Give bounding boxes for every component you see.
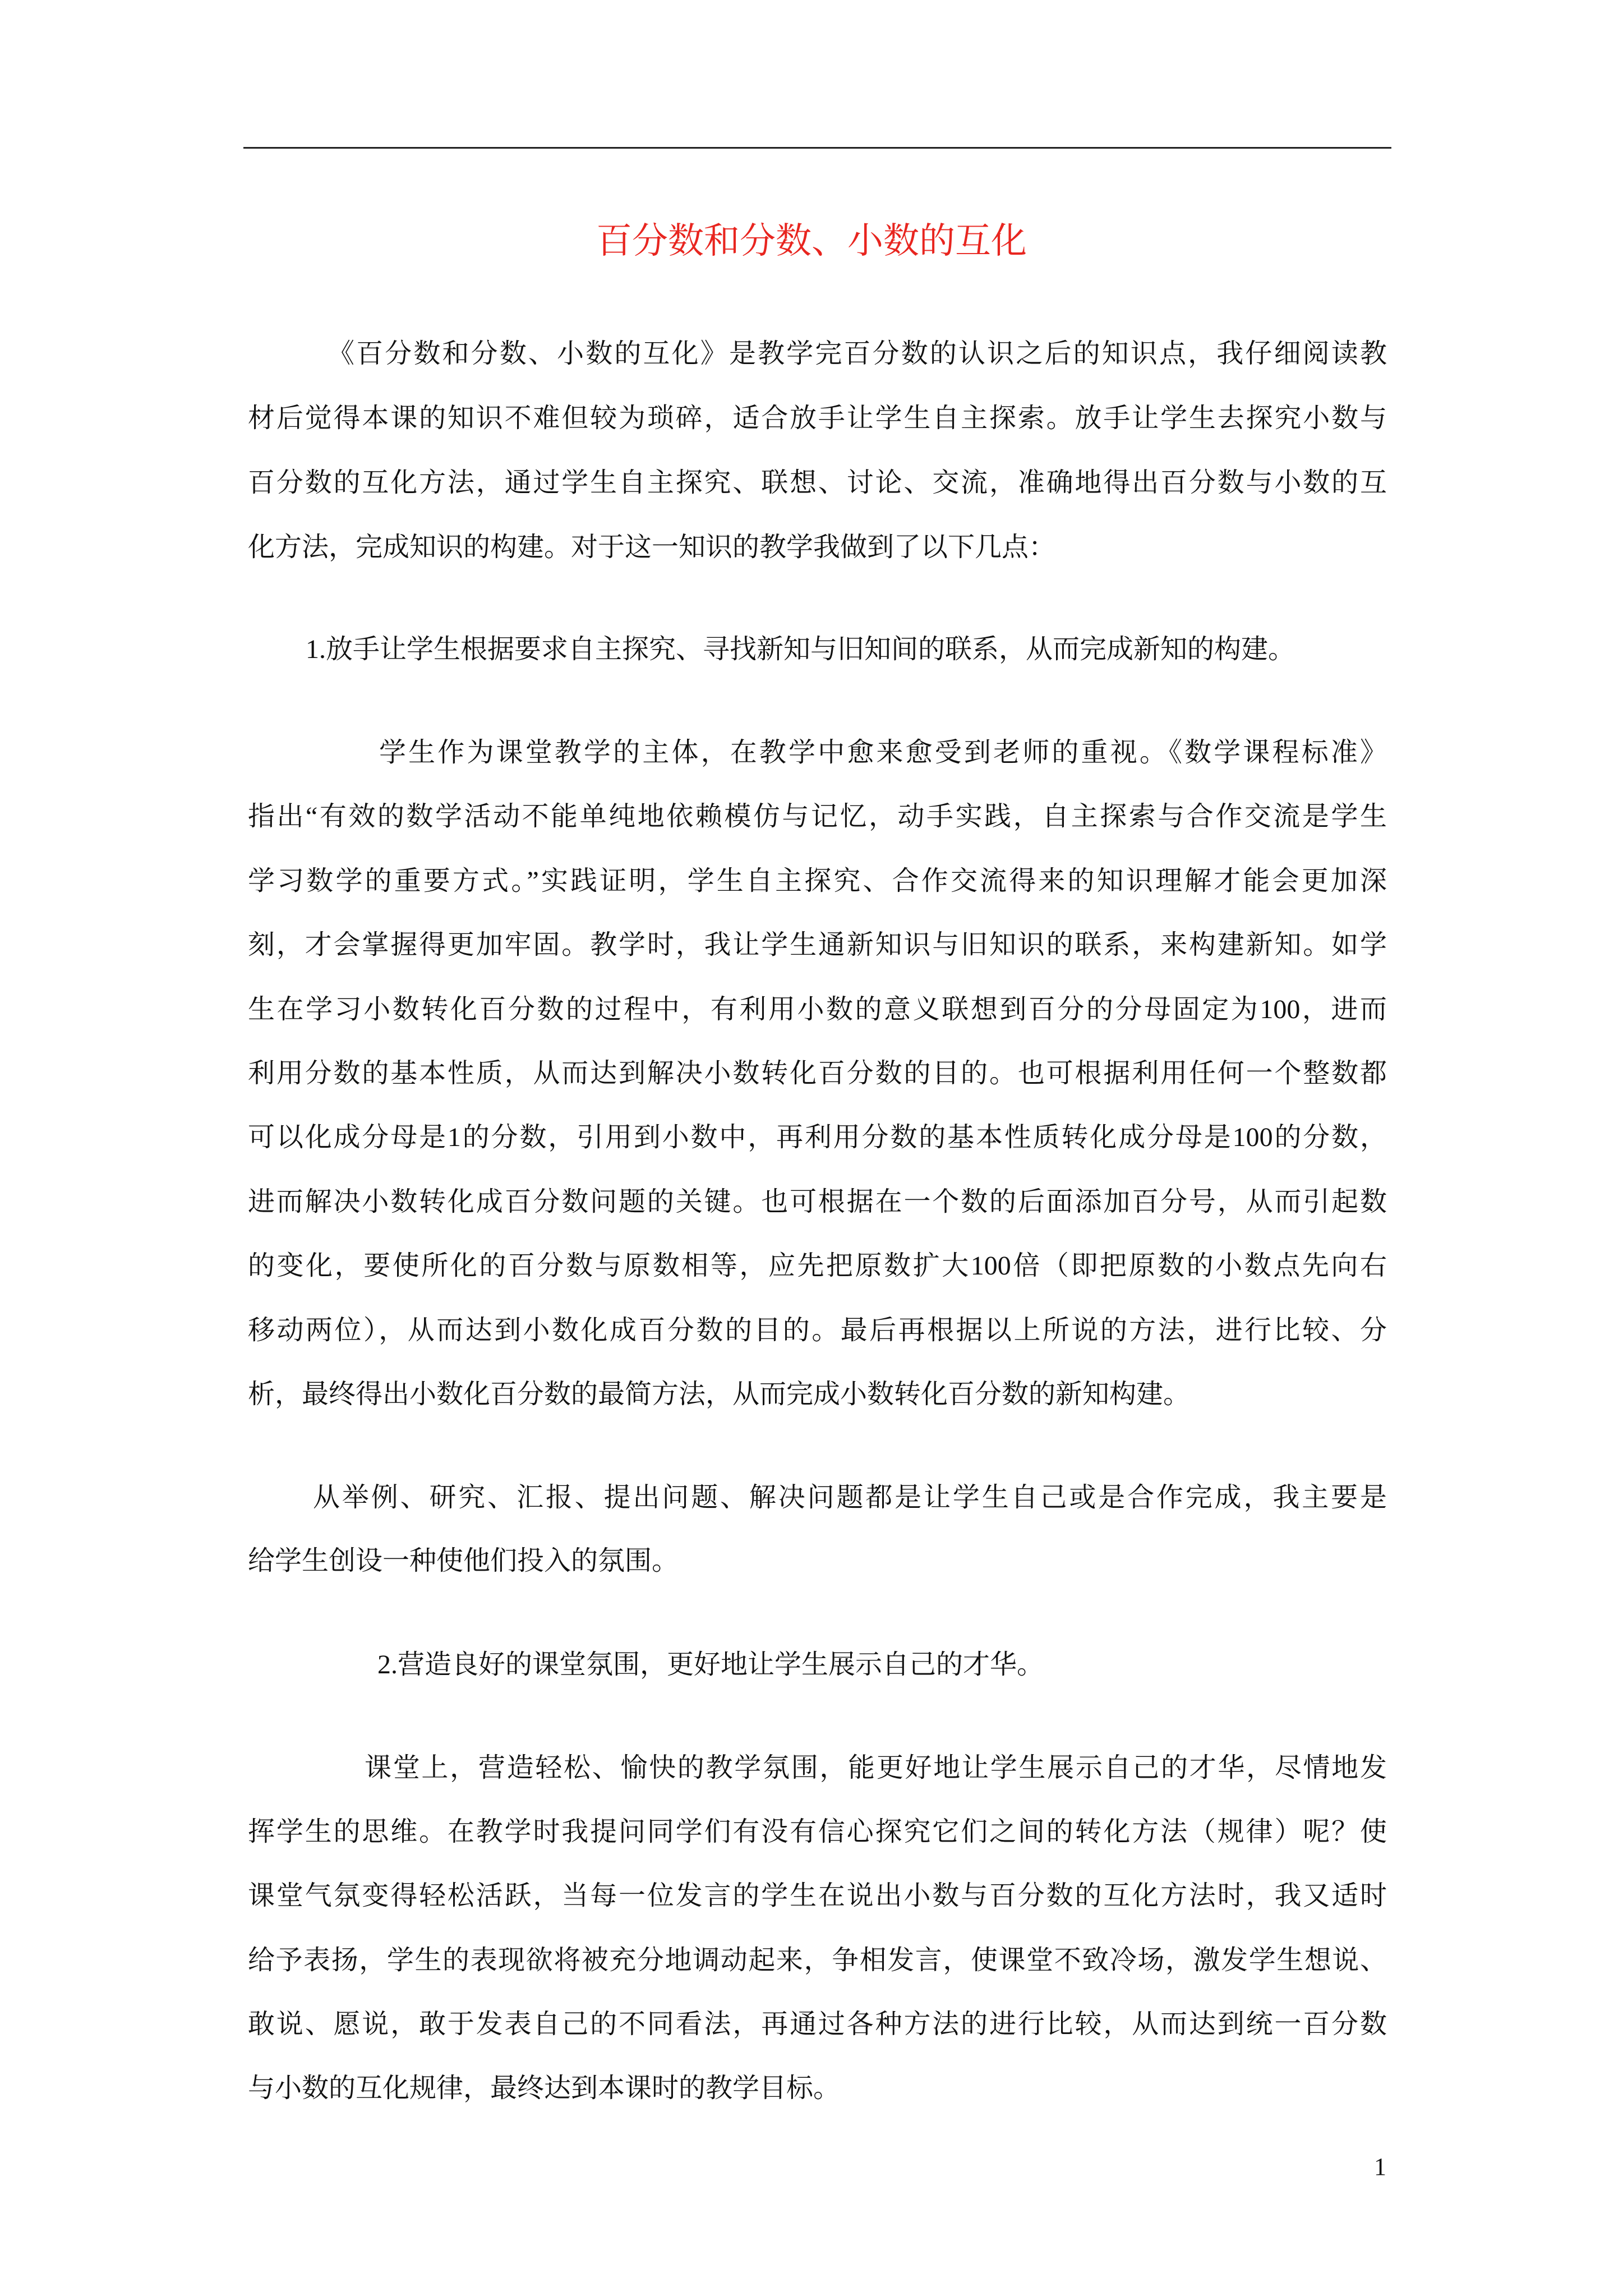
page-number: 1 — [1374, 2153, 1386, 2180]
paragraph-line: 学习数学的重要方式。”实践证明，学生自主探究、合作交流得来的知识理解才能会更加深 — [248, 866, 1387, 896]
paragraph-line: 学生作为课堂教学的主体，在教学中愈来愈受到老师的重视。《数学课程标准》 — [379, 738, 1387, 767]
section-heading-line: 2.营造良好的课堂氛围，更好地让学生展示自己的才华。 — [377, 1650, 1044, 1680]
paragraph-line: 的变化，要使所化的百分数与原数相等，应先把原数扩大100倍（即把原数的小数点先向右 — [248, 1251, 1387, 1281]
paragraph-line: 课堂气氛变得轻松活跃，当每一位发言的学生在说出小数与百分数的互化方法时，我又适时 — [248, 1881, 1387, 1911]
paragraph-line: 进而解决小数转化成百分数问题的关键。也可根据在一个数的后面添加百分号，从而引起数 — [248, 1186, 1387, 1217]
paragraph-line: 与小数的互化规律，最终达到本课时的教学目标。 — [248, 2073, 841, 2103]
paragraph-line: 《百分数和分数、小数的互化》是教学完百分数的认识之后的知识点，我仔细阅读教 — [328, 339, 1387, 369]
paragraph-line: 刻，才会掌握得更加牢固。教学时，我让学生通新知识与旧知识的联系，来构建新知。如学 — [248, 930, 1387, 960]
document-title: 百分数和分数、小数的互化 — [596, 221, 1027, 261]
paragraph-line: 化方法，完成知识的构建。对于这一知识的教学我做到了以下几点： — [248, 532, 1056, 562]
paragraph-line: 析，最终得出小数化百分数的最简方法，从而完成小数转化百分数的新知构建。 — [248, 1379, 1191, 1409]
paragraph-line: 挥学生的思维。在教学时我提问同学们有没有信心探究它们之间的转化方法（规律）呢？使 — [248, 1817, 1387, 1847]
paragraph-line: 移动两位），从而达到小数化成百分数的目的。最后再根据以上所说的方法，进行比较、分 — [248, 1315, 1387, 1345]
paragraph-line: 从举例、研究、汇报、提出问题、解决问题都是让学生自己或是合作完成，我主要是 — [313, 1483, 1387, 1512]
paragraph-line: 利用分数的基本性质，从而达到解决小数转化百分数的目的。也可根据利用任何一个整数都 — [248, 1059, 1387, 1088]
paragraph-line: 敢说、愿说，敢于发表自己的不同看法，再通过各种方法的进行比较，从而达到统一百分数 — [248, 2009, 1387, 2039]
paragraph-line: 给予表扬，学生的表现欲将被充分地调动起来，争相发言，使课堂不致冷场，激发学生想说、 — [248, 1945, 1387, 1975]
paragraph-line: 材后觉得本课的知识不难但较为琐碎，适合放手让学生自主探索。放手让学生去探究小数与 — [248, 403, 1387, 433]
paragraph-line: 可以化成分母是1的分数，引用到小数中，再利用分数的基本性质转化成分母是100的分数， — [248, 1122, 1387, 1153]
paragraph-line: 指出“有效的数学活动不能单纯地依赖模仿与记忆，动手实践，自主探索与合作交流是学生 — [248, 802, 1387, 832]
paragraph-line: 生在学习小数转化百分数的过程中，有利用小数的意义联想到百分的分母固定为100，进而 — [248, 994, 1387, 1024]
header-rule — [243, 147, 1391, 149]
paragraph-line: 给学生创设一种使他们投入的氛围。 — [248, 1546, 679, 1576]
paragraph-line: 百分数的互化方法，通过学生自主探究、联想、讨论、交流，准确地得出百分数与小数的互 — [248, 468, 1387, 498]
paragraph-line: 课堂上，营造轻松、愉快的教学氛围，能更好地让学生展示自己的才华，尽情地发 — [365, 1753, 1387, 1783]
section-heading-line: 1.放手让学生根据要求自主探究、寻找新知与旧知间的联系，从而完成新知的构建。 — [306, 634, 1295, 664]
